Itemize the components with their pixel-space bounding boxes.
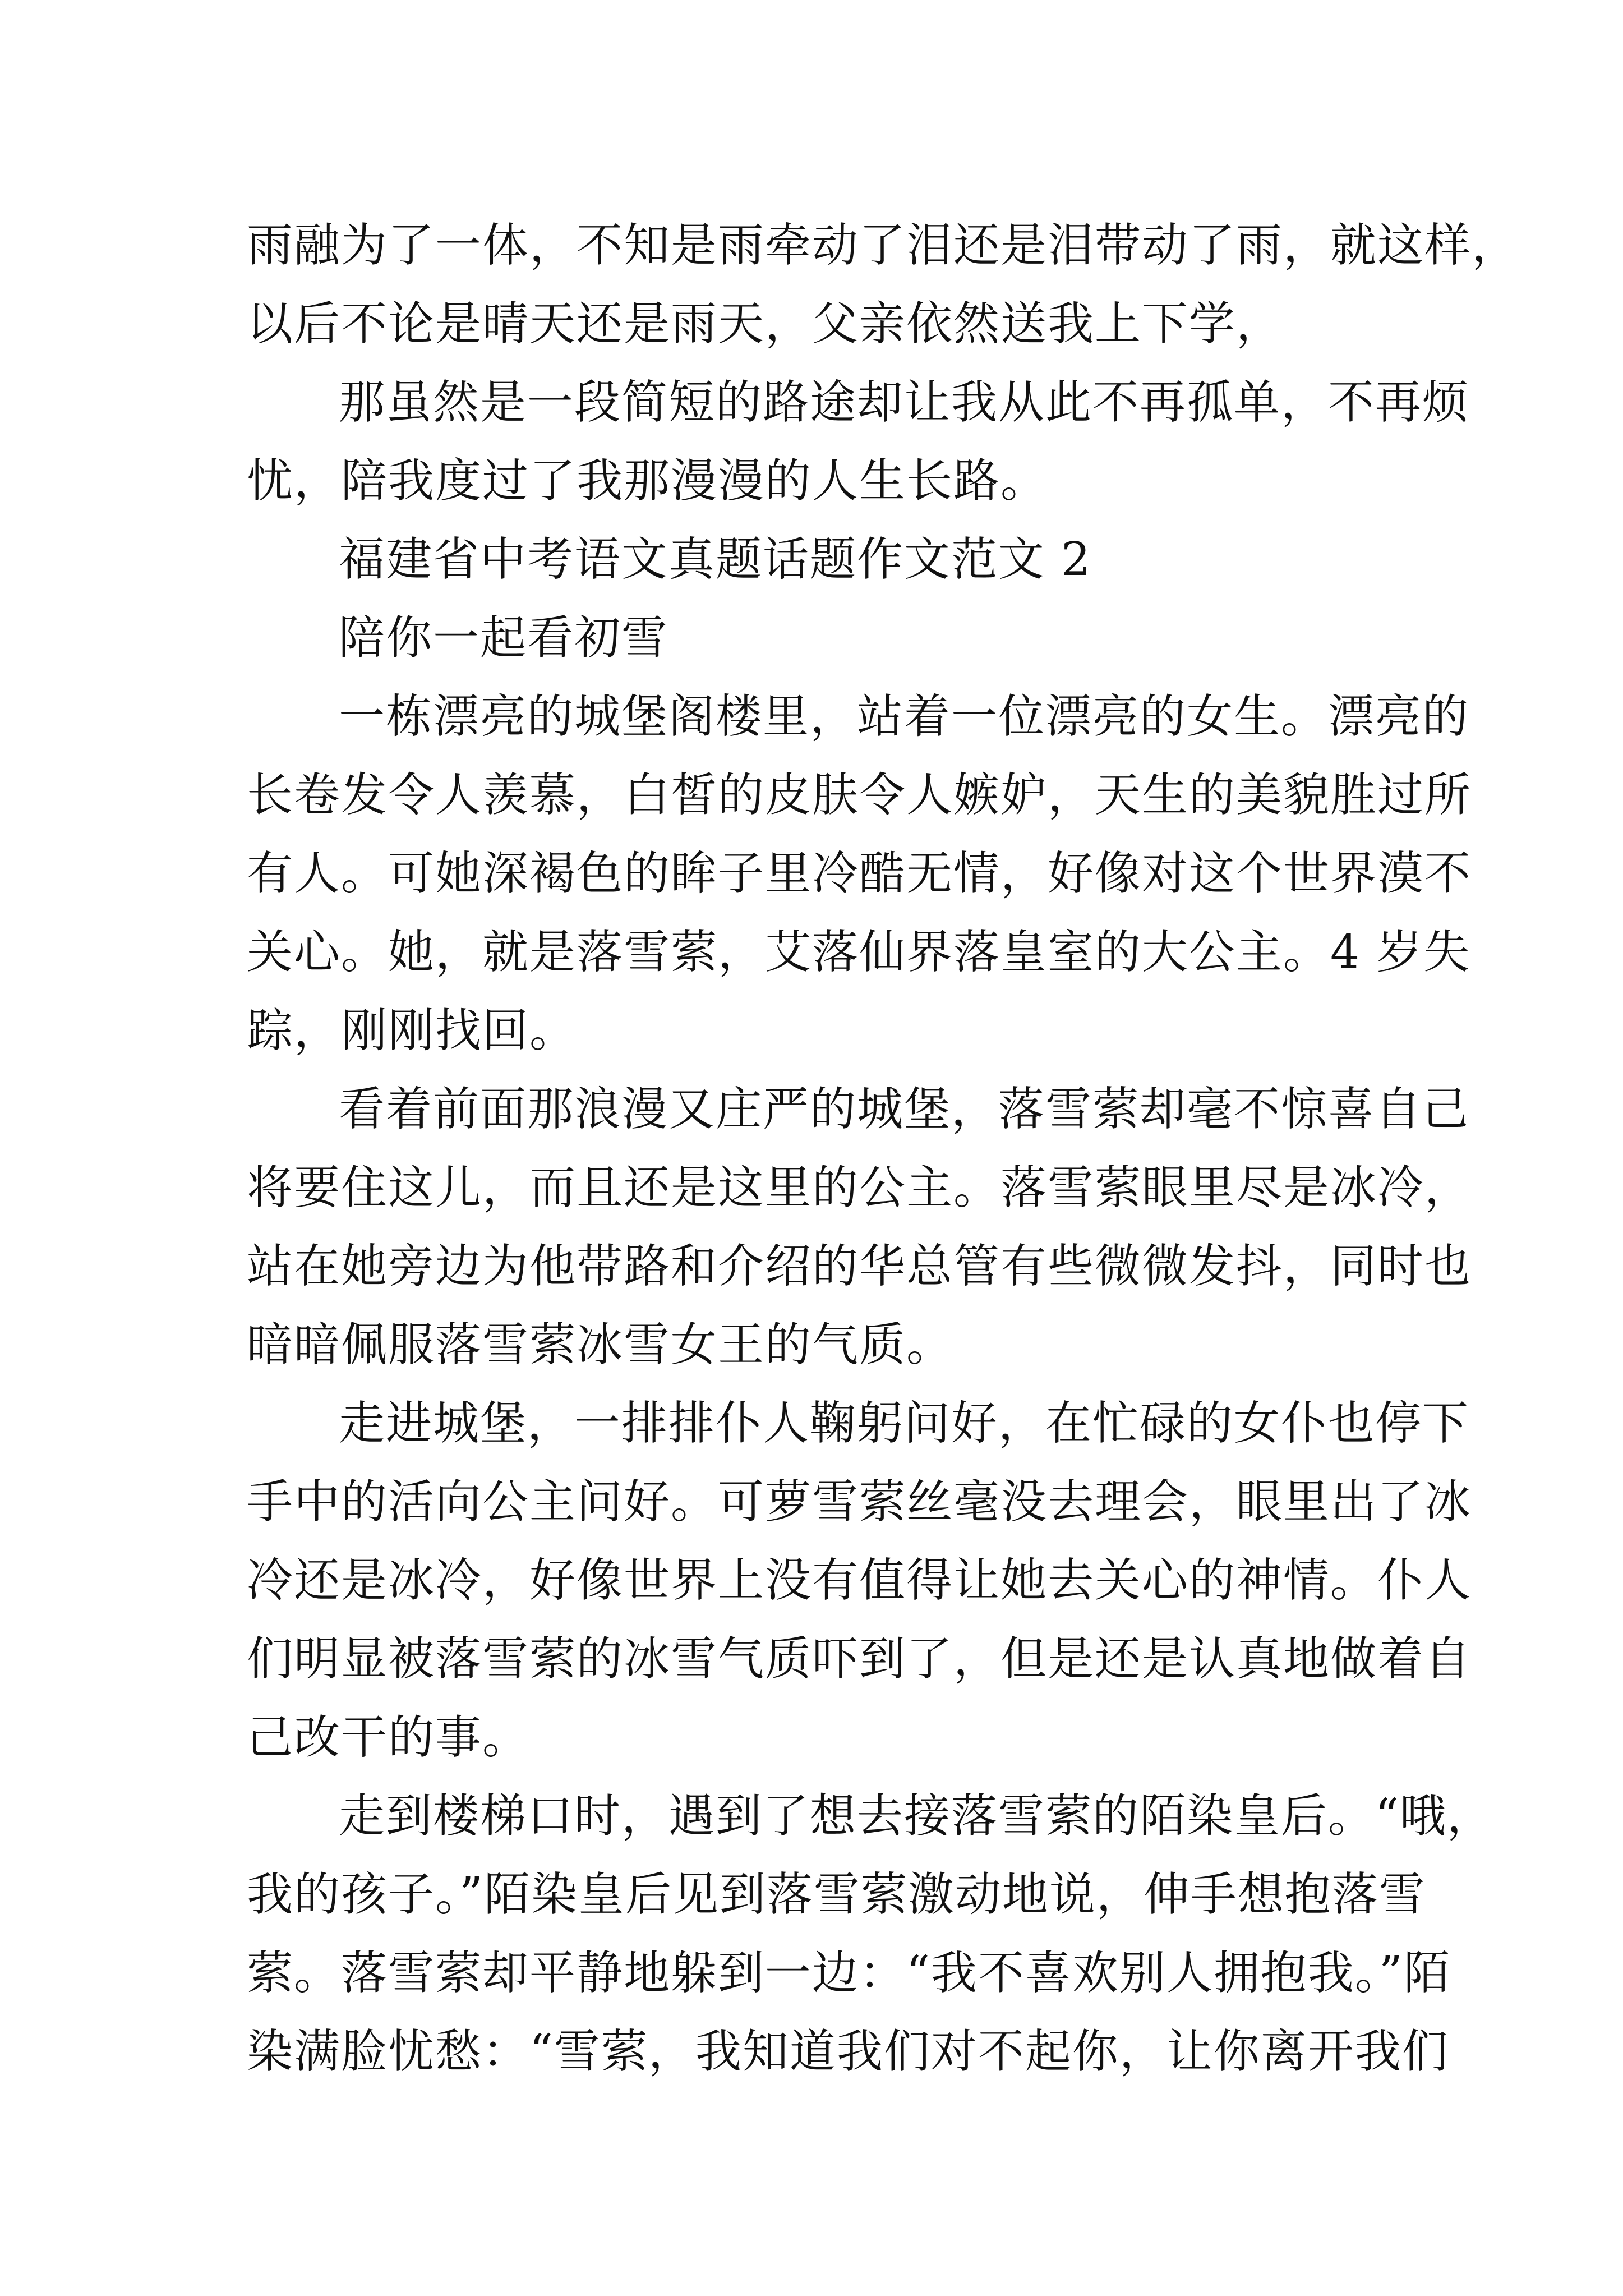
document-page xyxy=(247,206,1519,2091)
text-line: 踪，刚刚找回。 xyxy=(247,1004,577,1057)
paragraph-start-line: 走进城堡，一排排仆人鞠躬问好，在忙碌的女仆也停下 xyxy=(339,1397,1470,1450)
text-line: 手中的活向公主问好。可萝雪萦丝毫没去理会，眼里出了冰 xyxy=(247,1475,1472,1529)
text-line: 长卷发令人羡慕，白皙的皮肤令人嫉妒，天生的美貌胜过所 xyxy=(247,769,1472,822)
text-line: 站在她旁边为他带路和介绍的华总管有些微微发抖，同时也 xyxy=(247,1240,1472,1293)
text-line: 关心。她，就是落雪萦，艾落仙界落皇室的大公主。4 岁失 xyxy=(247,926,1471,979)
paragraph-start-line: 那虽然是一段简短的路途却让我从此不再孤单，不再烦 xyxy=(339,376,1470,429)
text-line: 己改干的事。 xyxy=(247,1711,530,1764)
text-line: 将要住这儿，而且还是这里的公主。落雪萦眼里尽是冰冷， xyxy=(247,1161,1472,1214)
text-line: 我的孩子。”陌染皇后见到落雪萦激动地说，伸手想抱落雪 xyxy=(247,1868,1426,1921)
text-line: 雨融为了一体，不知是雨牵动了泪还是泪带动了雨，就这样， xyxy=(247,219,1519,272)
text-line: 有人。可她深褐色的眸子里冷酷无情，好像对这个世界漠不 xyxy=(247,847,1472,900)
text-line: 暗暗佩服落雪萦冰雪女王的气质。 xyxy=(247,1318,954,1372)
text-line: 冷还是冰冷，好像世界上没有值得让她去关心的神情。仆人 xyxy=(247,1554,1472,1607)
text-line: 们明显被落雪萦的冰雪气质吓到了，但是还是认真地做着自 xyxy=(247,1632,1472,1686)
paragraph-start-line: 一栋漂亮的城堡阁楼里，站着一位漂亮的女生。漂亮的 xyxy=(339,690,1470,743)
text-line: 忧，陪我度过了我那漫漫的人生长路。 xyxy=(247,454,1048,508)
paragraph-start-line: 看着前面那浪漫又庄严的城堡，落雪萦却毫不惊喜自己 xyxy=(339,1083,1470,1136)
section-heading: 福建省中考语文真题话题作文范文 2 xyxy=(339,533,1092,586)
essay-title: 陪你一起看初雪 xyxy=(339,611,669,665)
text-line: 染满脸忧愁：“雪萦，我知道我们对不起你，让你离开我们 xyxy=(247,2025,1449,2078)
paragraph-start-line: 走到楼梯口时，遇到了想去接落雪萦的陌染皇后。“哦， xyxy=(339,1789,1494,1843)
text-line: 以后不论是晴天还是雨天，父亲依然送我上下学， xyxy=(247,297,1284,351)
text-line: 萦。落雪萦却平静地躲到一边：“我不喜欢别人拥抱我。”陌 xyxy=(247,1947,1451,2000)
